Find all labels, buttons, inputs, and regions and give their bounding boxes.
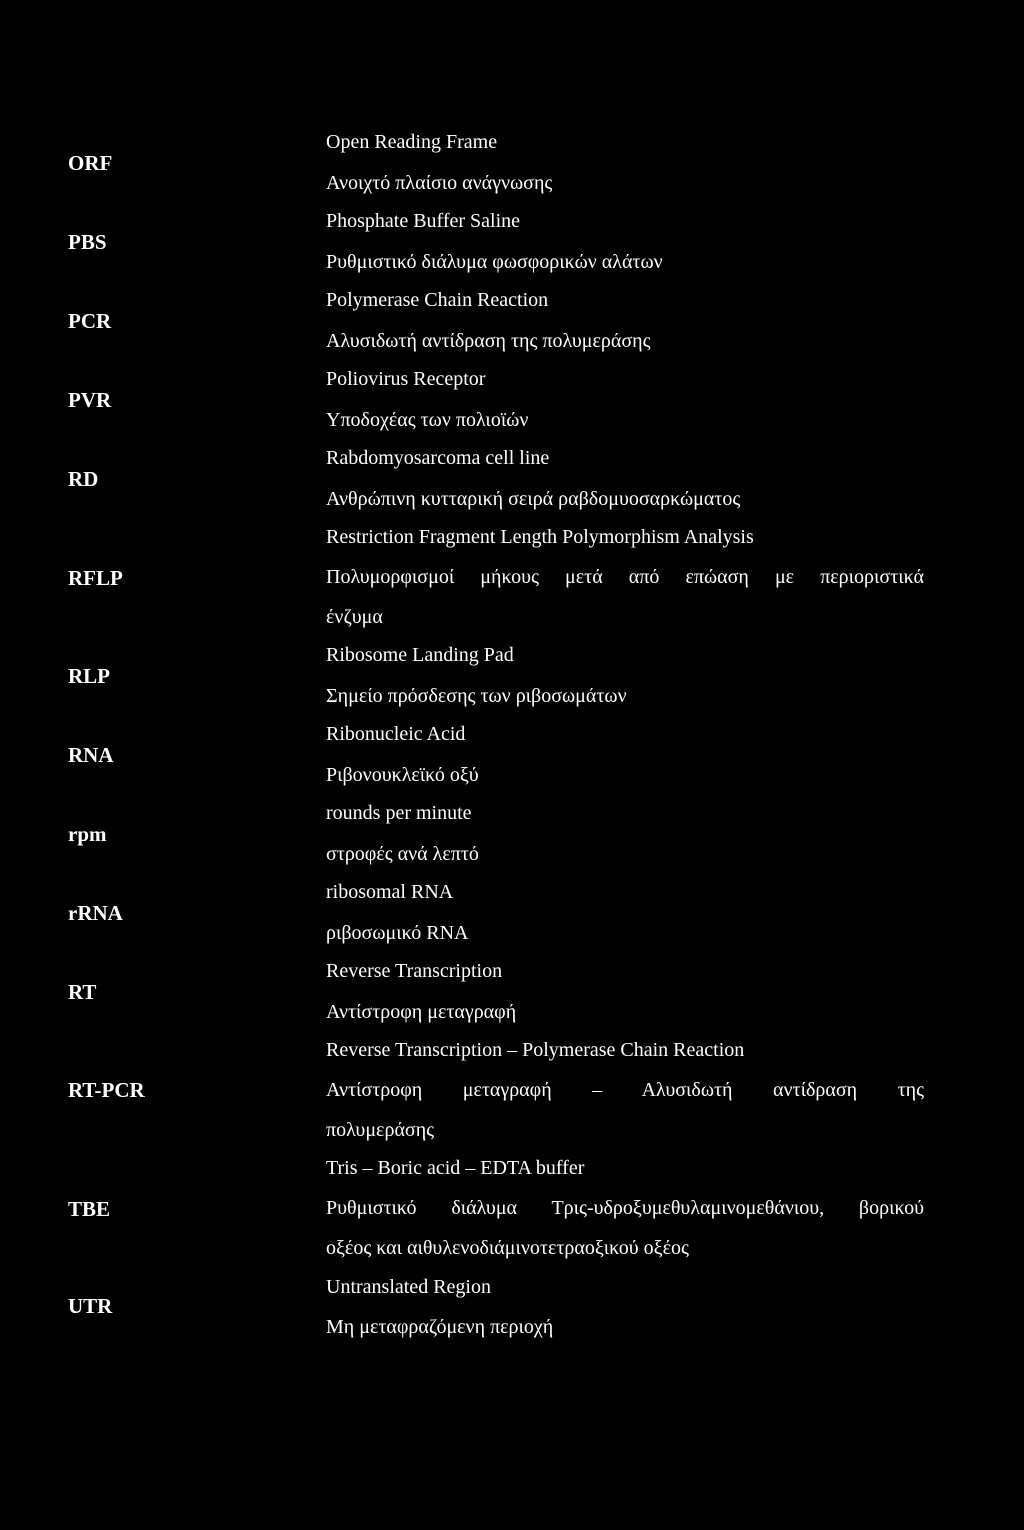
english-term: Open Reading Frame	[326, 131, 498, 153]
english-term: Reverse Transcription	[326, 960, 503, 982]
abbreviation: PVR	[68, 388, 112, 412]
greek-term: Σημείο πρόσδεσης των ριβοσωμάτων	[326, 685, 627, 707]
english-term: Restriction Fragment Length Polymorphism Analysis	[326, 526, 754, 548]
greek-term: Μη μεταφραζόμενη περιοχή	[326, 1316, 554, 1338]
greek-term: Αντίστροφη μεταγραφή	[326, 1001, 517, 1023]
abbreviation: rRNA	[68, 901, 123, 925]
abbreviation: RNA	[68, 743, 114, 767]
greek-term: Ριβονουκλεϊκό οξύ	[326, 764, 479, 786]
greek-term-continued: οξέος και αιθυλενοδιάμινοτετραοξικού οξέος	[326, 1237, 689, 1259]
abbreviation: RT-PCR	[68, 1078, 145, 1102]
abbreviation: RFLP	[68, 566, 123, 590]
abbreviation: PBS	[68, 230, 107, 254]
greek-term: Αλυσιδωτή αντίδραση της πολυμεράσης	[326, 330, 651, 352]
abbreviation: ORF	[68, 151, 113, 175]
greek-term: Πολυμορφισμοί μήκους μετά από επώαση με περιοριστικά	[326, 566, 924, 588]
greek-term: Υποδοχέας των πολιοϊών	[326, 409, 529, 431]
english-term: Polymerase Chain Reaction	[326, 289, 549, 311]
abbreviation: UTR	[68, 1294, 113, 1318]
english-term: Untranslated Region	[326, 1276, 491, 1298]
greek-term: Ρυθμιστικό διάλυμα Τρις-υδροξυμεθυλαμινομεθάνιου, βορικού	[326, 1197, 924, 1219]
greek-term: ριβοσωμικό RNA	[326, 922, 469, 944]
greek-term: στροφές ανά λεπτό	[326, 843, 479, 865]
english-term: ribosomal RNA	[326, 881, 454, 903]
abbreviation: RLP	[68, 664, 110, 688]
greek-term: Ανοιχτό πλαίσιο ανάγνωσης	[326, 172, 553, 194]
greek-term: Ρυθμιστικό διάλυμα φωσφορικών αλάτων	[326, 251, 663, 273]
english-term: Rabdomyosarcoma cell line	[326, 447, 550, 469]
greek-term: Αντίστροφη μεταγραφή – Αλυσιδωτή αντίδραση της	[326, 1079, 924, 1101]
greek-term-continued: πολυμεράσης	[326, 1119, 435, 1141]
english-term: Phosphate Buffer Saline	[326, 210, 521, 232]
english-term: Ribosome Landing Pad	[326, 644, 514, 666]
abbreviation: RT	[68, 980, 97, 1004]
abbreviation: rpm	[68, 822, 107, 846]
greek-term: Ανθρώπινη κυτταρική σειρά ραβδομυοσαρκώματος	[326, 488, 741, 510]
abbreviation: RD	[68, 467, 99, 491]
abbreviation: PCR	[68, 309, 112, 333]
english-term: Tris – Boric acid – EDTA buffer	[326, 1157, 585, 1179]
english-term: rounds per minute	[326, 802, 472, 824]
english-term: Poliovirus Receptor	[326, 368, 486, 390]
abbreviation: TBE	[68, 1197, 111, 1221]
greek-term-continued: ένζυμα	[326, 606, 383, 628]
english-term: Reverse Transcription – Polymerase Chain Reaction	[326, 1039, 745, 1061]
english-term: Ribonucleic Acid	[326, 723, 466, 745]
